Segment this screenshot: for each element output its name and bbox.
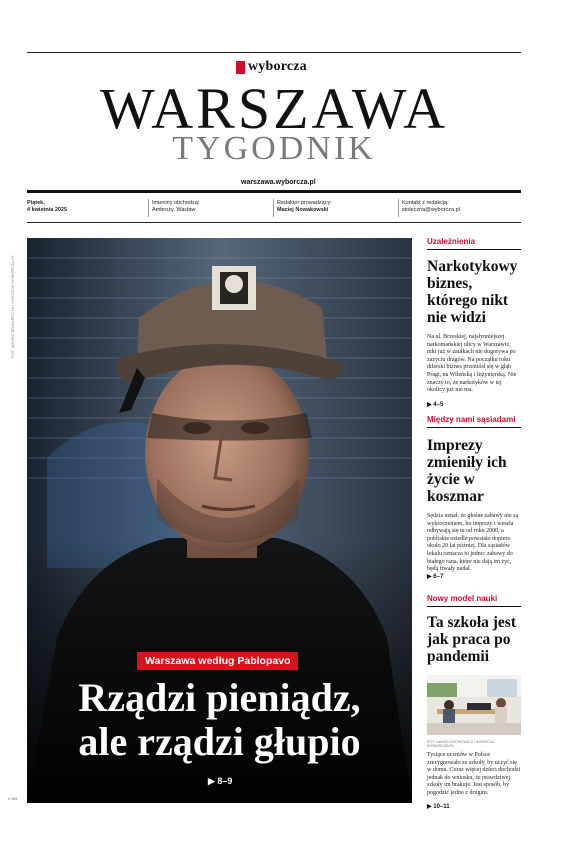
cover-kicker[interactable]: Warszawa według Pablopavo — [137, 652, 298, 670]
headline-line-1: Rządzi pieniądz, — [78, 675, 361, 720]
section-rule — [427, 427, 521, 428]
info-divider — [148, 199, 149, 217]
page-number: 2 W8 — [8, 796, 18, 801]
top-rule — [27, 52, 521, 53]
info-rule — [27, 222, 521, 223]
section-rule — [427, 606, 521, 607]
section-label[interactable]: Nowy model nauki — [427, 594, 498, 603]
site-url[interactable]: warszawa.wyborcza.pl — [241, 179, 316, 186]
issue-day: Piątek, — [27, 200, 45, 206]
story-headline[interactable]: Imprezy zmieniły ich życie w koszmar — [427, 437, 507, 505]
masthead-rule — [27, 190, 521, 193]
classroom-illustration — [427, 675, 521, 735]
section-label[interactable]: Uzależnienia — [427, 237, 476, 246]
headline-line-2: ale rządzi głupio — [78, 719, 361, 764]
story-pages[interactable]: ▶ 4–5 — [427, 402, 444, 408]
issue-full-date: 4 kwietnia 2025 — [27, 207, 68, 213]
story-body: Sędzia uznał, że głośne zabawy nie są wykroczeniem, bo imprezy i wesela odbywają się tu od roku 2000, a pobliskie osiedle powstało dopiero około 20 lat później. Dla sąsiadów lokalu oznacza to jedno: zabawy do białego rana, które nie dają im żyć, będą trwały nadal. — [427, 513, 519, 573]
info-divider — [398, 199, 399, 217]
story-headline[interactable]: Narkotykowy biznes, którego nikt nie widzi — [427, 258, 518, 326]
info-divider — [273, 199, 274, 217]
school-photo — [427, 675, 521, 735]
story-body: Tysiące uczniów w Polsce zrezygnowało ze szkoły, by uczyć się w domu. Coraz więcej dzieci dochodzi jednak do wniosku, że prawdziwej szkoły im brakuje. Jest sposób, by pogodzić jedno z drugim. — [427, 752, 521, 796]
contact-label: Kontakt z redakcją: — [402, 200, 449, 206]
name-days-label: Imieniny obchodzą: — [152, 200, 200, 206]
cover-pages[interactable]: ▶ 8–9 — [208, 776, 233, 786]
story-body: Na ul. Brzeskiej, najsłynniejszej narkomańskiej ulicy w Warszawie, nikt już w zaułkach nie dogorywa po zażyciu dragów. Na początku roku dilerski biznes przeniósł się w głąb Pragi, na Wileńską i Inżynierską. Nie znaczy to, że narkotyków w tej okolicy już nie ma. — [427, 334, 517, 394]
brand-name: wyborcza — [248, 59, 307, 74]
contact-info — [402, 200, 460, 214]
section-rule — [427, 249, 521, 250]
photo-credit: FOT. DAWID ŻUCHOWICZ / AGENCJA WYBORCZA.PL — [427, 740, 494, 748]
editor-info — [277, 200, 332, 214]
story-pages[interactable]: ▶ 6–7 — [427, 574, 444, 580]
contact-email[interactable]: stolecz​na@wyborcza.pl — [402, 207, 460, 213]
brand-logo[interactable] — [236, 60, 307, 74]
editor-name: Maciej Nowakowski — [277, 207, 329, 213]
brand-mark-icon — [236, 61, 245, 74]
story-pages[interactable]: ▶ 10–11 — [427, 804, 450, 810]
issue-date — [27, 200, 67, 214]
photo-credit: FOT. MAŃKO BOWARCZYK / AGENCJA WYBORCZA.PL — [10, 254, 15, 358]
section-label[interactable]: Między nami sąsiadami — [427, 415, 516, 424]
masthead-title: WARSZAWA — [99, 76, 448, 141]
masthead-subtitle: TYGODNIK — [172, 130, 376, 167]
name-days — [152, 200, 199, 214]
story-headline[interactable]: Ta szkoła jest jak praca po pandemii — [427, 614, 516, 665]
cover-headline[interactable] — [27, 676, 412, 764]
name-days-value: Ambroży, Wacław — [152, 207, 196, 213]
editor-label: Redaktor prowadzący: — [277, 200, 332, 206]
